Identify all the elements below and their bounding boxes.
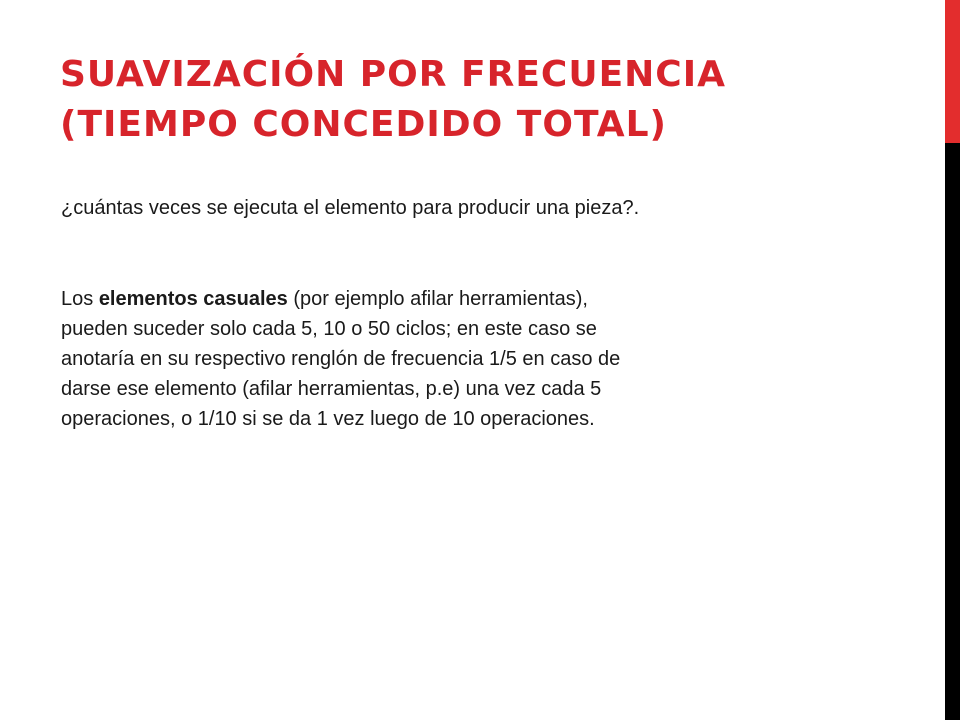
paragraph-line-4: darse ese elemento (afilar herramientas, p.e) una vez cada 5 bbox=[61, 378, 602, 400]
paragraph-bold-term: elementos casuales bbox=[98, 288, 288, 310]
paragraph-line-1 bbox=[61, 284, 921, 314]
slide-title bbox=[60, 50, 930, 150]
paragraph-line-3: anotaría en su respectivo renglón de frecuencia 1/5 en caso de bbox=[61, 348, 621, 370]
paragraph-line-1-rest: (por ejemplo afilar herramientas), bbox=[287, 288, 588, 310]
accent-bar-black bbox=[945, 143, 960, 720]
slide-title-line-2: (TIEMPO CONCEDIDO TOTAL) bbox=[60, 104, 667, 145]
accent-bar-red bbox=[945, 0, 960, 143]
paragraph-intro: Los bbox=[61, 288, 99, 310]
slide-title-line-1: SUAVIZACIÓN POR FRECUENCIA bbox=[60, 54, 726, 95]
paragraph-line-5: operaciones, o 1/10 si se da 1 vez luego de 10 operaciones. bbox=[61, 408, 595, 430]
paragraph-line-2: pueden suceder solo cada 5, 10 o 50 ciclos; en este caso se bbox=[61, 318, 597, 340]
slide-question: ¿cuántas veces se ejecuta el elemento para producir una pieza?. bbox=[61, 197, 640, 219]
slide-paragraph bbox=[61, 284, 921, 434]
